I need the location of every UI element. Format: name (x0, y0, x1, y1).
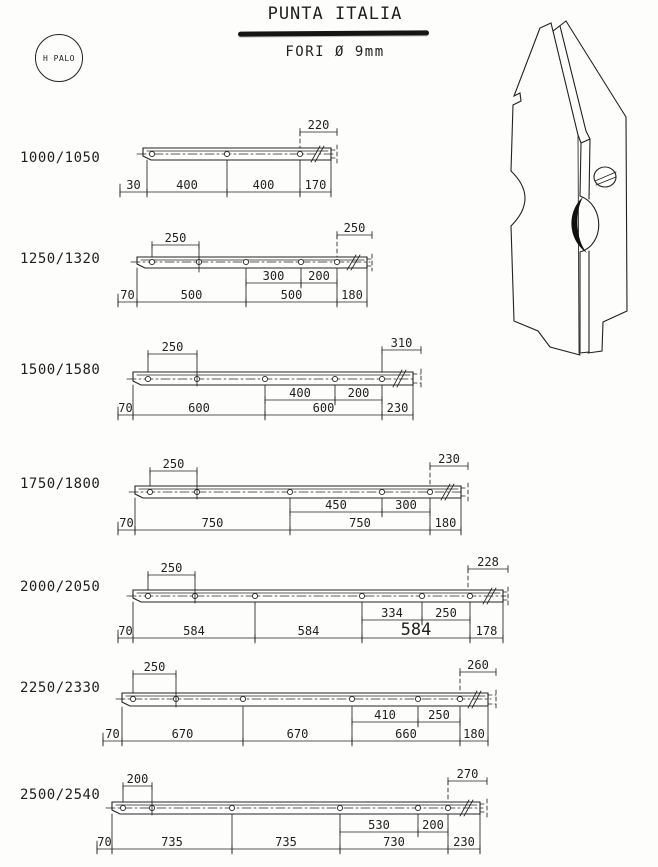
row-label-2500/2540: 2500/2540 (20, 787, 101, 803)
edge-face-right (589, 139, 590, 352)
dim-label: 250 (162, 457, 185, 471)
dim-label: 250 (428, 708, 450, 722)
hole (149, 151, 154, 156)
dim-label: 230 (438, 452, 460, 466)
dim-label: 200 (347, 386, 370, 400)
dim-label: 228 (477, 555, 499, 569)
dim-label: 70 (118, 624, 133, 638)
row-label-2000/2050: 2000/2050 (20, 579, 101, 595)
dim-label: 220 (307, 118, 330, 132)
dim-label: 250 (435, 606, 457, 620)
page-subtitle: FORI Ø 9mm (285, 44, 385, 60)
row-label-1000/1050: 1000/1050 (20, 150, 101, 166)
dim-label: 200 (422, 818, 444, 832)
dim-label: 584 (183, 624, 205, 638)
edge-notch-arc (580, 196, 599, 252)
dim-label: 600 (188, 401, 210, 415)
dim-label: 200 (308, 269, 330, 283)
dim-label: 180 (341, 288, 363, 302)
hole (415, 805, 420, 810)
row-label-1250/1320: 1250/1320 (20, 251, 101, 267)
dim-label: 500 (180, 288, 203, 302)
dim-label: 170 (304, 178, 327, 192)
hole (240, 696, 245, 701)
hole (224, 151, 229, 156)
dim-label: 250 (343, 221, 366, 235)
dim-label: 250 (143, 660, 166, 674)
dim-label: 230 (453, 835, 475, 849)
dim-label: 600 (312, 401, 335, 415)
dim-label: 30 (126, 178, 141, 192)
dim-label: 400 (289, 386, 311, 400)
row-drawing-2500/2540 (97, 767, 487, 854)
dim-label: 735 (161, 835, 183, 849)
tip-notch (540, 21, 566, 31)
hole (332, 376, 337, 381)
hole (337, 805, 342, 810)
hole (379, 376, 384, 381)
hole (467, 593, 472, 598)
dim-label: 70 (118, 401, 133, 415)
hole (359, 593, 364, 598)
dim-label: 70 (120, 288, 135, 302)
page-title: PUNTA ITALIA (267, 4, 403, 24)
right-face-outline (566, 21, 627, 353)
edge-notch-shadow (571, 197, 587, 253)
hole (120, 805, 125, 810)
dim-label: 300 (262, 269, 285, 283)
dim-label: 300 (395, 498, 417, 512)
row-label-1500/1580: 1500/1580 (20, 362, 101, 378)
hole (147, 489, 152, 494)
hole (445, 805, 450, 810)
row-drawing-1750/1800 (118, 452, 468, 535)
hole (297, 151, 302, 156)
row-drawing-2000/2050 (118, 555, 508, 643)
hole (243, 259, 248, 264)
row-label-2250/2330: 2250/2330 (20, 680, 101, 696)
dim-label: 200 (126, 772, 149, 786)
dim-label: 250 (160, 561, 183, 575)
dim-label: 178 (475, 624, 498, 638)
dim-label: 670 (286, 727, 309, 741)
dim-label: 250 (164, 231, 187, 245)
hole (229, 805, 234, 810)
row-drawing-2250/2330 (103, 658, 496, 746)
hole (427, 489, 432, 494)
dim-label: 334 (381, 606, 403, 620)
bar (133, 372, 413, 385)
hole (349, 696, 354, 701)
dim-label: 750 (349, 516, 371, 530)
dim-label: 250 (161, 340, 184, 354)
dim-label: 70 (97, 835, 112, 849)
hole (145, 376, 150, 381)
dim-label: 584 (297, 624, 320, 638)
hole (262, 376, 267, 381)
edge-face-left (580, 143, 581, 353)
dim-label: 730 (383, 835, 405, 849)
dim-label: 270 (456, 767, 479, 781)
row-label-1750/1800: 1750/1800 (20, 476, 101, 492)
dim-label: 660 (395, 727, 417, 741)
bar (137, 257, 367, 268)
dim-label: 70 (119, 516, 134, 530)
front-face-lower-taper (511, 226, 580, 355)
dim-label: 584 (400, 620, 432, 640)
hole (415, 696, 420, 701)
stamp-label: H PALO (43, 53, 75, 63)
hole (252, 593, 257, 598)
dim-label: 400 (176, 178, 198, 192)
hole (130, 696, 135, 701)
dim-label: 735 (275, 835, 297, 849)
dim-label: 750 (201, 516, 224, 530)
dim-label: 670 (171, 727, 194, 741)
row-drawing-1000/1050 (120, 118, 337, 197)
dim-label: 230 (386, 401, 409, 415)
dim-label: 500 (280, 288, 303, 302)
dim-label: 450 (325, 498, 347, 512)
hole (457, 696, 462, 701)
front-face-concave-cut (511, 171, 525, 226)
hole (379, 489, 384, 494)
dim-label: 410 (374, 708, 396, 722)
hole (419, 593, 424, 598)
dim-label: 260 (467, 658, 489, 672)
dim-label: 70 (105, 727, 120, 741)
dim-label: 180 (463, 727, 485, 741)
dim-label: 530 (368, 818, 390, 832)
dim-label: 400 (252, 178, 275, 192)
isometric-view (511, 21, 627, 355)
hole (298, 259, 303, 264)
chamfer-strip (553, 26, 590, 143)
row-drawing-1250/1320 (118, 221, 372, 307)
hole (287, 489, 292, 494)
hole (334, 259, 339, 264)
hole (145, 593, 150, 598)
dim-label: 180 (434, 516, 457, 530)
front-face-left-outline (511, 28, 540, 171)
dim-label: 310 (390, 336, 413, 350)
hole (149, 259, 154, 264)
row-drawing-1500/1580 (118, 336, 421, 420)
